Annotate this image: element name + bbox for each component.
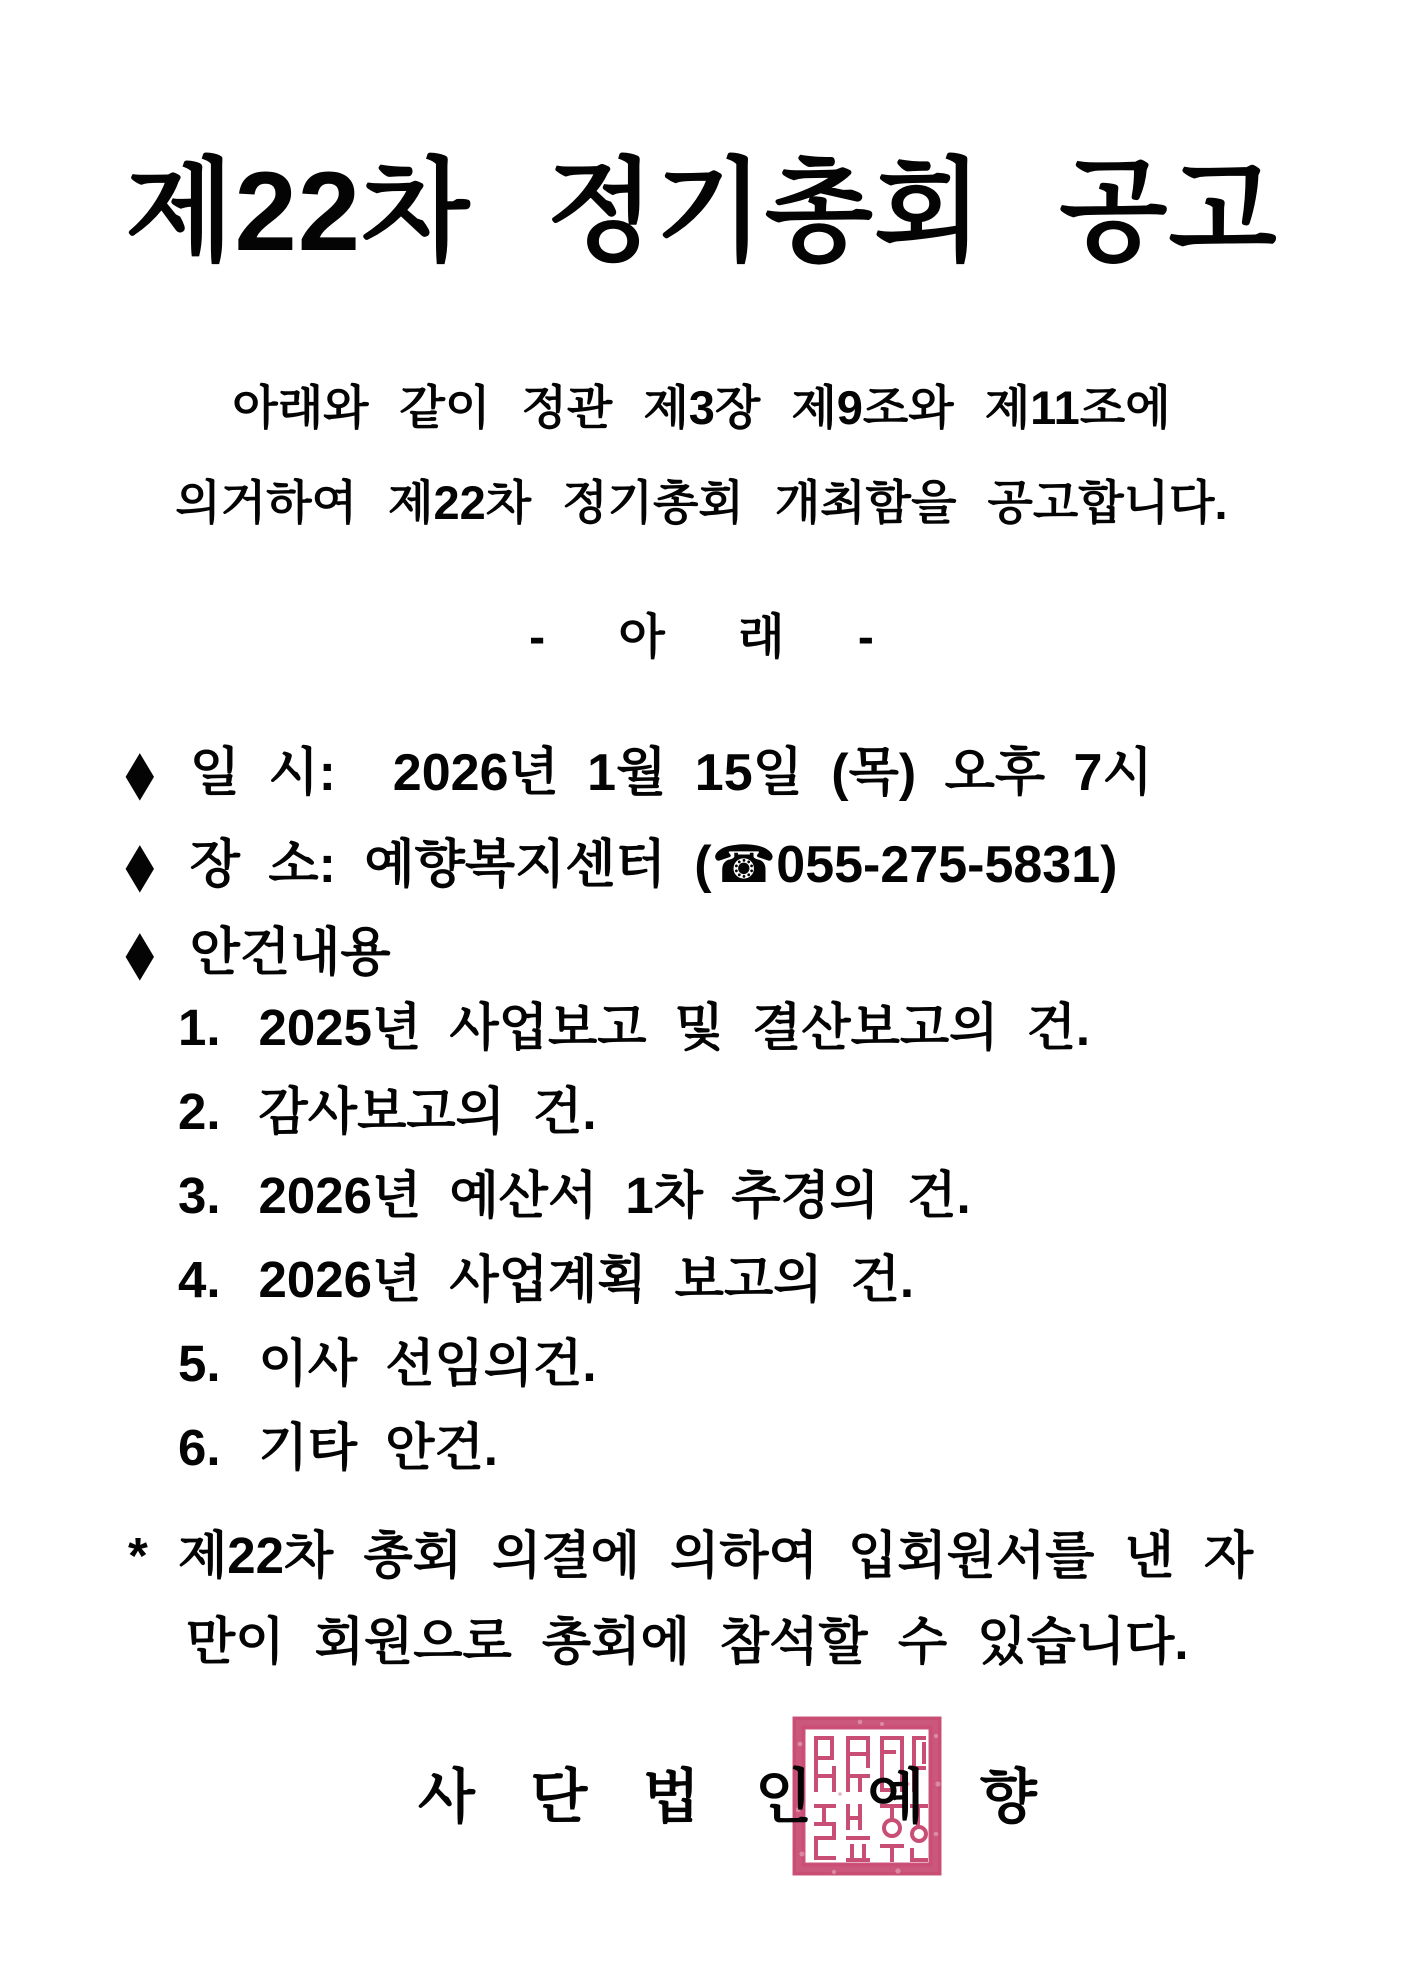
- footnote-line-1: * 제22차 총회 의결에 의하여 입회원서를 낸 자: [128, 1527, 1254, 1584]
- agenda-item-number: 6.: [178, 1419, 221, 1476]
- agenda-item-number: 4.: [178, 1251, 221, 1308]
- intro-line-1: 아래와 같이 정관 제3장 제9조와 제11조에: [232, 381, 1171, 434]
- agenda-item: [178, 1167, 971, 1224]
- diamond-bullet-icon: ◆: [125, 830, 155, 899]
- agenda-heading-text: 안건내용: [189, 924, 391, 982]
- footnote-line-2: 만이 회원으로 총회에 참석할 수 있습니다.: [186, 1613, 1189, 1670]
- page-title: 제22차 정기총회 공고: [125, 149, 1278, 274]
- agenda-item-number: 5.: [178, 1335, 221, 1392]
- bullet-agenda-heading: [116, 918, 391, 987]
- organization-name: 사 단 법 인 예 향: [418, 1764, 1050, 1830]
- intro-line-2: 의거하여 제22차 정기총회 개최함을 공고합니다.: [175, 476, 1228, 529]
- diamond-bullet-icon: ◆: [125, 738, 155, 807]
- agenda-item-text: 2025년 사업보고 및 결산보고의 건.: [258, 999, 1091, 1056]
- agenda-item: [178, 1083, 597, 1140]
- agenda-item-number: 1.: [178, 999, 221, 1056]
- agenda-item-number: 3.: [178, 1167, 221, 1224]
- agenda-item-text: 2026년 사업계획 보고의 건.: [258, 1251, 915, 1308]
- diamond-bullet-icon: ◆: [125, 918, 155, 987]
- datetime-text: 일 시: 2026년 1월 15일 (목) 오후 7시: [189, 744, 1153, 802]
- agenda-item: [178, 1419, 498, 1476]
- bullet-location: [116, 830, 1118, 899]
- section-divider: - 아 래 -: [529, 611, 874, 664]
- location-text: 장 소: 예향복지센터 (☎055-275-5831): [189, 836, 1118, 894]
- agenda-item-text: 기타 안건.: [258, 1419, 498, 1476]
- agenda-item: [178, 1251, 915, 1308]
- bullet-datetime: [116, 738, 1153, 807]
- agenda-item-text: 감사보고의 건.: [258, 1083, 597, 1140]
- agenda-item: [178, 999, 1091, 1056]
- agenda-item-text: 2026년 예산서 1차 추경의 건.: [258, 1167, 971, 1224]
- agenda-item: [178, 1335, 597, 1392]
- agenda-item-number: 2.: [178, 1083, 221, 1140]
- agenda-item-text: 이사 선임의건.: [258, 1335, 597, 1392]
